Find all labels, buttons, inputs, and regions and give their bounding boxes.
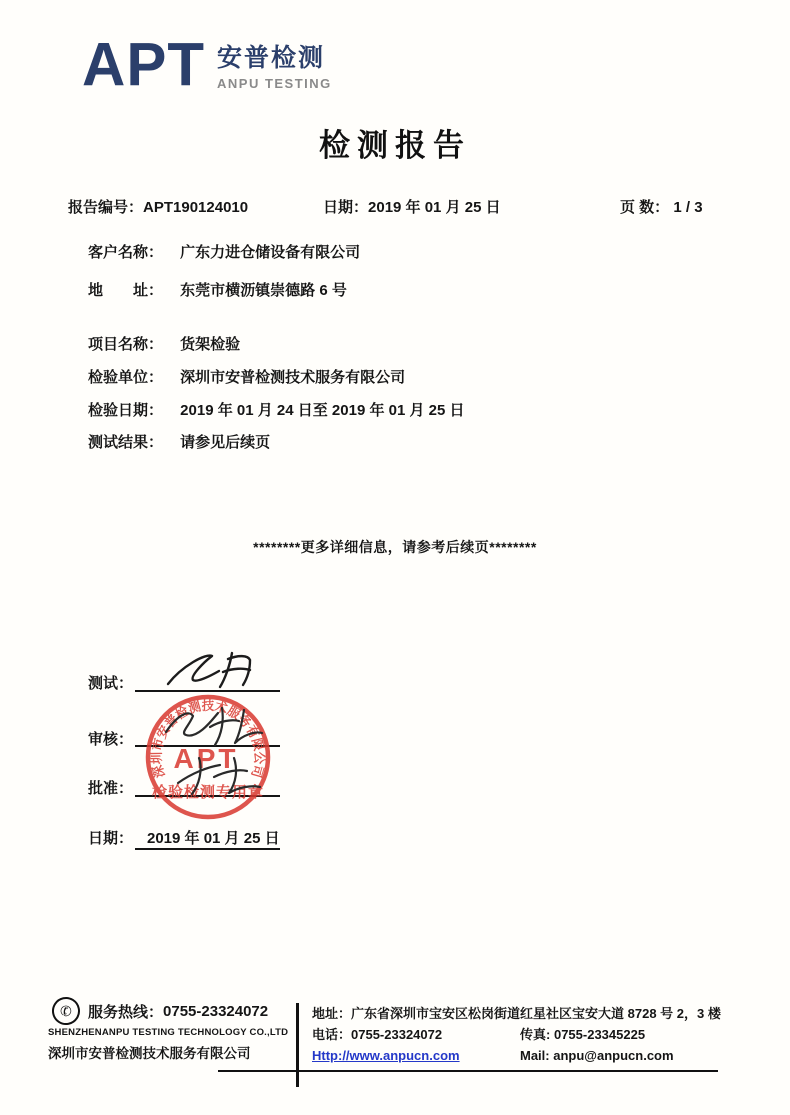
test-result-value: 请参见后续页 [180,434,271,451]
inspection-date-row [88,399,465,420]
stamp-ring-text: 深圳市安普检测技术服务有限公司 [148,698,268,781]
inspection-unit-value: 深圳市安普检测技术服务有限公司 [180,369,406,386]
footer-address-label: 地址： [312,1006,352,1021]
inspection-date-label: 检验日期： [88,402,164,419]
company-name-en: SHENZHENANPU TESTING TECHNOLOGY CO.,LTD [48,1027,289,1038]
logo-en-text: ANPU TESTING [217,76,332,91]
page-count-field [620,196,703,217]
page-count-value: 1 / 3 [673,199,703,216]
reviewer-label: 审核： [88,731,134,748]
footer-tel-label: 电话： [312,1027,352,1042]
project-name-value: 货架检验 [180,336,241,353]
stamp-center-text: APT [173,743,239,774]
inspection-unit-label: 检验单位： [88,369,164,386]
footer-phone-row [312,1024,752,1045]
client-name-value: 广东力进仓储设备有限公司 [180,244,361,261]
service-hotline-label: 服务热线： [88,1003,164,1021]
report-number-label: 报告编号： [68,199,144,216]
footer-mail [520,1045,674,1066]
approver-label: 批准： [88,780,134,797]
report-date-label: 日期： [323,199,369,216]
more-info-notice: ********更多详细信息，请参考后续页******** [253,539,537,555]
footer-mail-value: anpu@anpucn.com [553,1048,674,1063]
report-title: 检测报告 [319,128,471,163]
project-name-row [88,333,240,354]
apt-logo-mark: APT [82,30,205,99]
report-number-value: APT190124010 [143,199,249,216]
tester-label: 测试： [88,675,134,692]
company-name-cn: 深圳市安普检测技术服务有限公司 [48,1046,251,1061]
report-date-field [323,196,501,217]
footer-mail-label: Mail: [520,1048,550,1063]
tester-signature [152,646,282,692]
inspection-unit-row [88,366,405,387]
footer-fax [520,1024,645,1045]
footer-web-row [312,1045,752,1066]
test-result-label: 测试结果： [88,434,164,451]
stamp-bottom-text: 检验检测专用章 [151,784,265,801]
inspection-date-value: 2019 年 01 月 24 日至 2019 年 01 月 25 日 [180,402,465,419]
project-name-label: 项目名称： [88,336,164,353]
signoff-date-value: 2019 年 01 月 25 日 [147,830,280,847]
page-count-label: 页 数： [620,199,670,216]
report-number-field [68,196,248,217]
report-date-value: 2019 年 01 月 25 日 [368,199,501,216]
client-name-label: 客户名称： [88,244,164,261]
test-result-row [88,431,270,452]
client-address-value: 东莞市横沥镇崇德路 6 号 [180,282,347,299]
phone-icon: ✆ [49,994,82,1027]
client-address-row [88,279,347,300]
logo-cn-text: 安普检测 [217,44,326,72]
signoff-date-line [135,848,280,850]
service-hotline-number: 0755-23324072 [163,1002,269,1020]
footer-divider [296,1003,299,1087]
footer-fax-label: 传真: [520,1027,551,1042]
logo [82,30,332,99]
footer-bottom-rule [218,1070,718,1072]
footer-address-value: 广东省深圳市宝安区松岗街道红星社区宝安大道 8728 号 2，3 楼 [351,1006,721,1021]
signoff-date-label: 日期： [88,830,134,847]
footer-contact-block [312,1003,752,1066]
website-link[interactable]: Http://www.anpucn.com [312,1048,460,1063]
approver-signature [168,748,268,800]
logo-text-block [217,44,332,91]
reviewer-signature [158,700,270,752]
footer-tel-value: 0755-23324072 [351,1027,443,1042]
service-hotline [52,997,268,1025]
footer-address-row [312,1003,752,1024]
client-address-label: 地 址： [88,282,164,299]
footer-fax-value: 0755-23345225 [553,1027,646,1042]
client-name-row [88,241,360,262]
